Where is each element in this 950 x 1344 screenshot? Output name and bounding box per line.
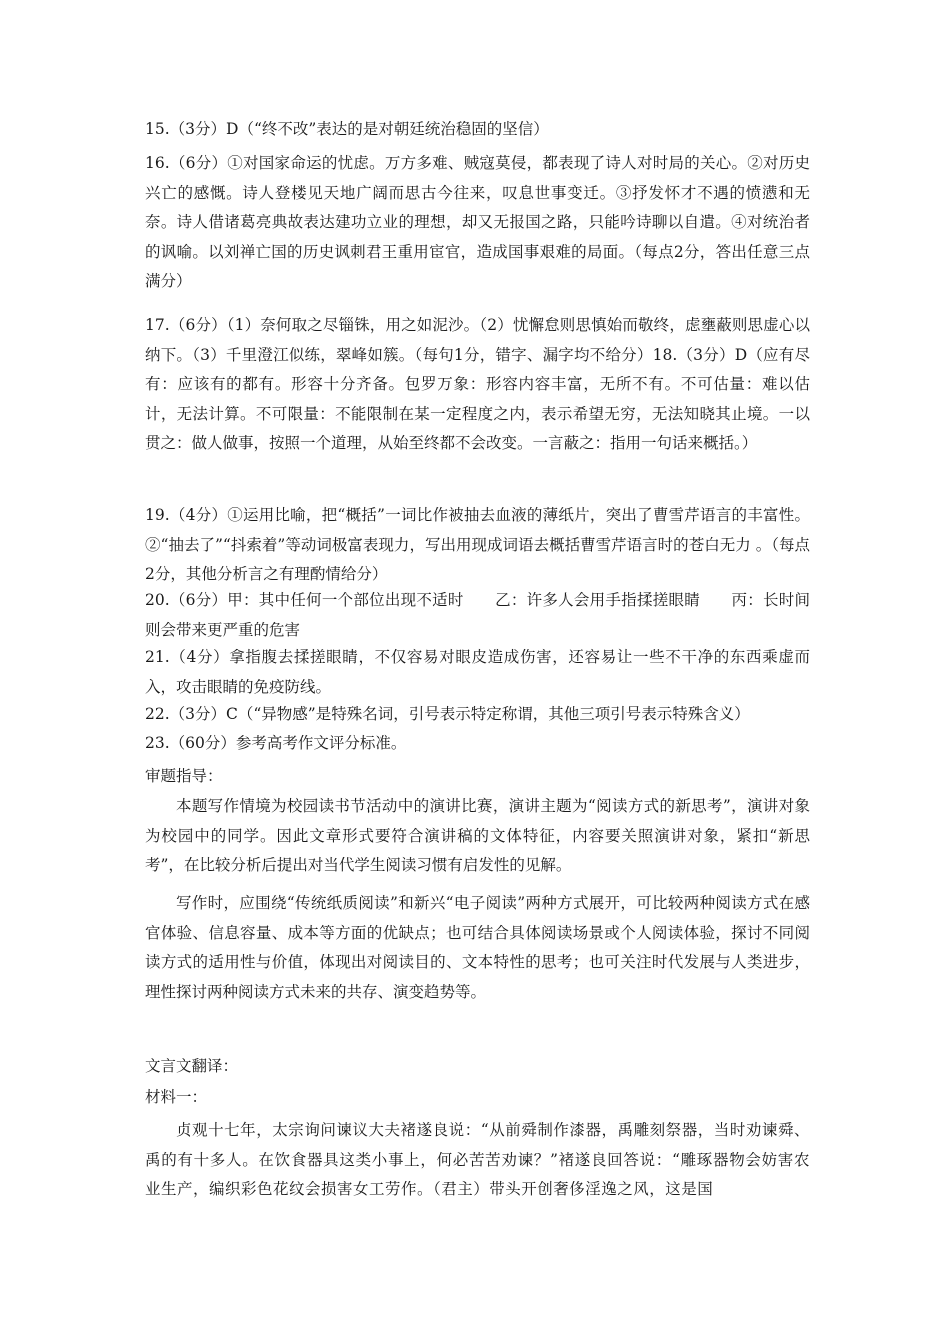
answer-23: 23.（60分）参考高考作文评分标准。 xyxy=(145,734,407,752)
guidance-heading: 审题指导： xyxy=(145,767,223,785)
translation-paragraph-1: 贞观十七年，太宗询问谏议大夫褚遂良说：“从前舜制作漆器，禹雕刻祭器，当时劝谏舜、禹的有十多人。在饮食器具这类小事上，何必苦苦劝谏？”褚遂良回答说：“雕琢器物会妨害农业生产，编织彩色花纹会损害女工劳作。（君主）带头开创奢侈淫逸之风，这是国 xyxy=(145,1121,810,1198)
answer-17-18: 17.（6分）（1）奈何取之尽锱铢，用之如泥沙。（2）忧懈怠则思慎始而敬终，虑壅蔽则思虚心以纳下。（3）千里澄江似练，翠峰如簇。（每句1分，错字、漏字均不给分）18.（3分）D（应有尽有：应该有的都有。形容十分齐备。包罗万象：形容内容丰富，无所不有。不可估量：难以估计，无法计算。不可限量：不能限制在某一定程度之内，表示希望无穷，无法知晓其止境。一以贯之：做人做事，按照一个道理，从始至终都不会改变。一言蔽之：指用一句话来概括。） xyxy=(145,316,810,452)
material-label: 材料一： xyxy=(145,1088,208,1106)
answer-21: 21.（4分）拿指腹去揉搓眼睛，不仅容易对眼皮造成伤害，还容易让一些不干净的东西乘虚而入，攻击眼睛的免疫防线。 xyxy=(145,648,810,696)
answer-15: 15.（3分）D（“终不改”表达的是对朝廷统治稳固的坚信） xyxy=(145,120,549,138)
answer-22: 22.（3分）C（“异物感”是特殊名词，引号表示特定称谓，其他三项引号表示特殊含义） xyxy=(145,705,750,723)
guidance-paragraph-1: 本题写作情境为校园读书节活动中的演讲比赛，演讲主题为“阅读方式的新思考”，演讲对象为校园中的同学。因此文章形式要符合演讲稿的文体特征，内容要关照演讲对象，紧扣“新思考”，在比较分析后提出对当代学生阅读习惯有启发性的见解。 xyxy=(145,797,810,874)
answer-20: 20.（6分）甲：其中任何一个部位出现不适时 乙：许多人会用手指揉搓眼睛 丙：长时间则会带来更严重的危害 xyxy=(145,591,810,639)
guidance-paragraph-2: 写作时，应围绕“传统纸质阅读”和新兴“电子阅读”两种方式展开，可比较两种阅读方式在感官体验、信息容量、成本等方面的优缺点；也可结合具体阅读场景或个人阅读体验，探讨不同阅读方式的适用性与价值，体现出对阅读目的、文本特性的思考；也可关注时代发展与人类进步，理性探讨两种阅读方式未来的共存、演变趋势等。 xyxy=(145,894,810,1001)
translation-heading: 文言文翻译： xyxy=(145,1057,239,1075)
answer-19: 19.（4分）①运用比喻，把“概括”一词比作被抽去血液的薄纸片，突出了曹雪芹语言的丰富性。②“抽去了”“抖索着”等动词极富表现力，写出用现成词语去概括曹雪芹语言时的苍白无力 。（每点2分，其他分析言之有理酌情给分） xyxy=(145,506,810,583)
answer-16: 16.（6分）①对国家命运的忧虑。万方多难、贼寇莫侵，都表现了诗人对时局的关心。②对历史兴亡的感慨。诗人登楼见天地广阔而思古今往来，叹息世事变迁。③抒发怀才不遇的愤懑和无奈。诗人借诸葛亮典故表达建功立业的理想，却又无报国之路，只能吟诗聊以自遣。④对统治者的讽喻。以刘禅亡国的历史讽刺君王重用宦官，造成国事艰难的局面。（每点2分，答出任意三点满分） xyxy=(145,154,810,290)
